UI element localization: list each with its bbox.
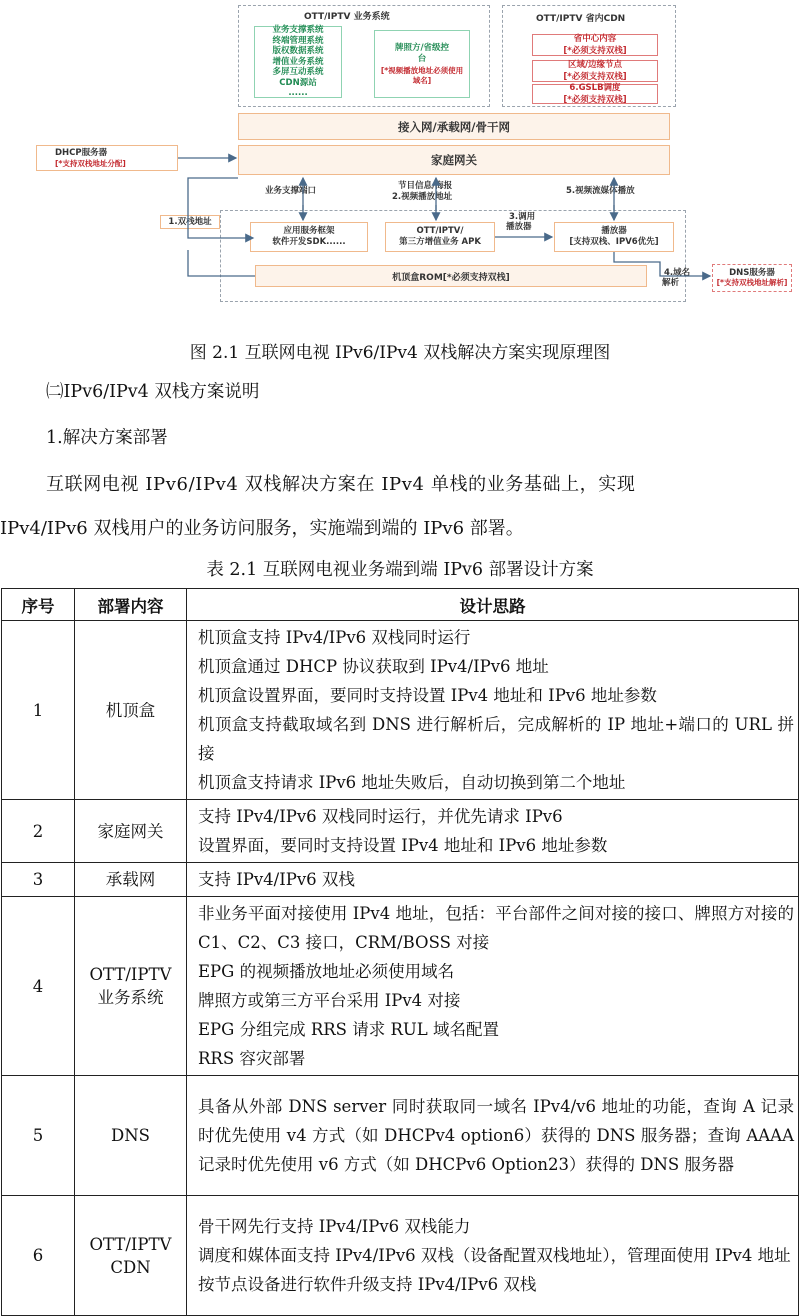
support-system-line: 终端管理系统 <box>272 35 324 46</box>
idea-line: 骨干网先行支持 IPv4/IPv6 双栈能力 <box>198 1217 471 1236</box>
idea-line: 支持 IPv4/IPv6 双栈同时运行，并优先请求 IPv6 <box>198 807 563 826</box>
idea-line: EPG 分组完成 RRS 请求 RUL 域名配置 <box>198 1020 499 1039</box>
idea-line: 机顶盒支持 IPv4/IPv6 双栈同时运行 <box>198 628 471 647</box>
row-num: 2 <box>2 800 75 863</box>
header-num: 序号 <box>2 589 75 621</box>
support-system-line: 多屏互动系统 <box>272 67 324 78</box>
dns-server-label: DNS服务器 <box>729 268 775 279</box>
third-party-line1: OTT/IPTV/ <box>416 226 464 236</box>
call-player-label-2: 播放器 <box>506 222 532 232</box>
idea-line: 机顶盒通过 DHCP 协议获取到 IPv4/IPv6 地址 <box>198 657 549 676</box>
idea-line: RRS 容灾部署 <box>198 1049 306 1068</box>
dhcp-note: [*支持双栈地址分配] <box>55 158 126 168</box>
row-name <box>75 897 187 1076</box>
row-name: DNS <box>75 1076 187 1196</box>
call-player-label-1: 3.调用 <box>509 212 536 222</box>
access-network-bar: 接入网/承载网/骨干网 <box>238 113 670 140</box>
third-party-line2: 第三方增值业务 APK <box>399 237 481 247</box>
table-header-row <box>2 589 799 621</box>
row-idea <box>187 800 799 863</box>
epg-label-2: 2.视频播放地址 <box>392 192 453 202</box>
support-system-line: 版权数据系统 <box>272 46 324 57</box>
home-gateway-bar: 家庭网关 <box>238 145 670 175</box>
player-line2: [支持双栈、IPV6优先] <box>569 237 659 247</box>
license-title-2: 台 <box>417 53 427 64</box>
idea-line: 非业务平面对接使用 IPv4 地址，包括：平台部件之间对接的接口、牌照方对接的 C1、C2、C3 接口，CRM/BOSS 对接 <box>198 904 794 952</box>
row-name <box>75 1196 187 1316</box>
idea-line: 机顶盒设置界面，要同时支持设置 IPv4 地址和 IPv6 地址参数 <box>198 686 657 705</box>
stb-rom-bar: 机顶盒ROM[*必须支持双栈] <box>255 265 647 287</box>
table-row <box>2 800 799 863</box>
idea-line: 机顶盒支持截取域名到 DNS 进行解析后，完成解析的 IP 地址+端口的 URL 拼接 <box>198 715 794 763</box>
support-system-line: 业务支撑系统 <box>272 25 324 36</box>
header-content: 部署内容 <box>75 589 187 621</box>
architecture-diagram <box>0 0 800 310</box>
row-name-line: CDN <box>110 1257 151 1277</box>
support-system-line: CDN源站 <box>279 77 317 88</box>
idea-line: 按节点设备进行软件升级支持 IPv4/IPv6 双栈 <box>198 1275 537 1294</box>
business-system-title: OTT/IPTV 业务系统 <box>304 12 390 22</box>
figure-caption: 图 2.1 互联网电视 IPv6/IPv4 双栈解决方案实现原理图 <box>189 343 611 363</box>
play-media-label: 5.视频流媒体播放 <box>566 186 635 196</box>
row-idea <box>187 1076 799 1196</box>
dns-label-1: 4.域名 <box>664 268 691 278</box>
diagram-arrows <box>0 0 800 310</box>
row-idea <box>187 1196 799 1316</box>
row-num: 6 <box>2 1196 75 1316</box>
row-num: 4 <box>2 897 75 1076</box>
cdn-box-line1: 省中心内容 <box>573 34 617 44</box>
app-framework-line2: 软件开发SDK...... <box>272 237 346 247</box>
dns-label-2: 解析 <box>662 278 680 288</box>
row-num: 3 <box>2 863 75 897</box>
cdn-box-line2: [*必须支持双栈] <box>563 72 627 82</box>
row-name: 承载网 <box>75 863 187 897</box>
design-table <box>1 588 799 1316</box>
row-idea <box>187 863 799 897</box>
cdn-box-line2: [*必须支持双栈] <box>563 95 627 105</box>
idea-line: 设置界面，要同时支持设置 IPv4 地址和 IPv6 地址参数 <box>198 836 608 855</box>
table-row <box>2 863 799 897</box>
business-port-label: 业务支撑端口 <box>265 186 317 196</box>
dual-address-label: 1.双栈地址 <box>168 217 212 227</box>
header-idea: 设计思路 <box>187 589 799 621</box>
row-idea <box>187 621 799 800</box>
table-caption: 表 2.1 互联网电视业务端到端 IPv6 部署设计方案 <box>206 560 594 580</box>
license-title: 牌照方/省级控 <box>394 43 450 53</box>
row-name-line: OTT/IPTV <box>89 965 172 984</box>
table-row <box>2 1076 799 1196</box>
body-line-2: IPv4/IPv6 双栈用户的业务访问服务，实施端到端的 IPv6 部署。 <box>0 518 524 539</box>
cdn-title: OTT/IPTV 省内CDN <box>536 14 626 24</box>
row-name: 家庭网关 <box>75 800 187 863</box>
table-row <box>2 1196 799 1316</box>
cdn-box-line1: 6.GSLB调度 <box>569 83 621 93</box>
table-row <box>2 897 799 1076</box>
section-heading: ㈡IPv6/IPv4 双栈方案说明 <box>46 382 260 402</box>
dns-note: [*支持双栈地址解析] <box>716 278 788 288</box>
idea-line: 具备从外部 DNS server 同时获取同一域名 IPv4/v6 地址的功能，查询 A 记录时优先使用 v4 方式（如 DHCPv4 option6）获得的 DNS 服务器；查询 AAAA 记录时优先使用 v6 方式（如 DHCPv6 Option23）获得的 DNS 服务器 <box>198 1097 794 1174</box>
row-name: 机顶盒 <box>75 621 187 800</box>
row-name-line: OTT/IPTV <box>89 1234 172 1254</box>
epg-label-1: 节目信息/海报 <box>398 181 453 191</box>
row-num: 5 <box>2 1076 75 1196</box>
player-line1: 播放器 <box>601 226 627 236</box>
idea-line: 牌照方或第三方平台采用 IPv4 对接 <box>198 991 461 1010</box>
subsection-heading: 1.解决方案部署 <box>46 428 168 448</box>
license-note: [*视频播放地址必须使用域名] <box>380 66 464 85</box>
support-system-line: ...... <box>288 88 308 99</box>
dhcp-server-label: DHCP服务器 <box>55 147 108 158</box>
idea-line: 调度和媒体面支持 IPv4/IPv6 双栈（设备配置双栈地址），管理面使用 IPv4 地址 <box>198 1246 791 1265</box>
support-system-line: 增值业务系统 <box>272 56 324 67</box>
idea-line: 机顶盒支持请求 IPv6 地址失败后，自动切换到第二个地址 <box>198 773 626 792</box>
row-name-line: 业务系统 <box>97 988 164 1007</box>
cdn-box-line2: [*必须支持双栈] <box>563 46 627 56</box>
app-framework-line1: 应用服务框架 <box>283 226 335 236</box>
row-idea <box>187 897 799 1076</box>
table-row <box>2 621 799 800</box>
idea-line: 支持 IPv4/IPv6 双栈 <box>198 870 355 889</box>
idea-line: EPG 的视频播放地址必须使用域名 <box>198 962 455 981</box>
row-num: 1 <box>2 621 75 800</box>
body-line-1: 互联网电视 IPv6/IPv4 双栈解决方案在 IPv4 单栈的业务基础上，实现 <box>46 474 636 495</box>
cdn-box-line1: 区域/边缘节点 <box>567 60 623 70</box>
